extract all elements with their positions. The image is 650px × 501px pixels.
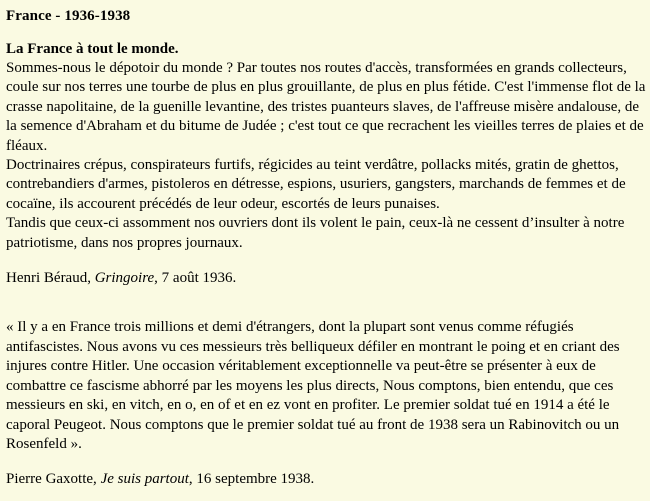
section-heading: La France à tout le monde. [6,41,179,57]
spacer [6,253,646,269]
spacer [6,26,646,39]
attribution-one [6,269,646,288]
paragraph: Doctrinaires crépus, conspirateurs furtifs, régicides au teint verdâtre, pollacks mités, gratin de ghettos, contrebandiers d'armes, pistoleros en détresse, espions, usuriers, gangsters, marchands de femmes et de cocaïne, ils accourent précédés de leur odeur, escortés de leurs punaises. [6,157,626,212]
attribution-author: Henri Béraud, [6,270,95,287]
attribution-date: , 7 août 1936. [154,270,237,287]
attribution-work-title: Gringoire [94,270,155,287]
paragraph: Tandis que ceux-ci assomment nos ouvriers dont ils volent le pain, ceux-là ne cessent d’insulter à notre patriotisme, dans nos propres journaux. [6,215,625,251]
page-title: France - 1936-1938 [6,8,131,24]
attribution-date: , 16 septembre 1938. [188,471,315,488]
paragraph: Sommes-nous le dépotoir du monde ? Par toutes nos routes d'accès, transformées en grands collecteurs, coule sur nos terres une tourbe de plus en plus grouillante, de plus en plus fétide. C'est l'immense flot de la crasse napolitaine, de la guenille levantine, des tristes puanteurs slaves, de l'affreuse misère andalouse, de la semence d'Abraham et du bitume de Judée ; c'est tout ce que recrachent les vieilles terres de plaies et de fléaux. [6,60,646,154]
spacer [6,454,646,470]
attribution-two [6,470,646,489]
section-one-body [6,59,646,253]
section-two-quote: « Il y a en France trois millions et demi d'étrangers, dont la plupart sont venus comme réfugiés antifascistes. Nous avons vu ces messieurs très belliqueux défiler en montrant le poing et en criant des injures contre Hitler. Une occasion véritablement exceptionnelle va peut-être se présenter à eux de combattre ce fascisme abhorré par les moyens les plus directs, Nous comptons, bien entendu, que ces messieurs en ski, en vitch, en o, en of et en ez vont en profiter. Le premier soldat tué en 1914 a été le caporal Peugeot. Nous comptons que le premier soldat tué au front de 1938 sera un Rabinovitch ou un Rosenfeld ». [6,319,620,452]
attribution-work-title: Je suis partout [100,471,189,488]
attribution-author: Pierre Gaxotte, [6,471,101,488]
spacer [6,288,646,318]
